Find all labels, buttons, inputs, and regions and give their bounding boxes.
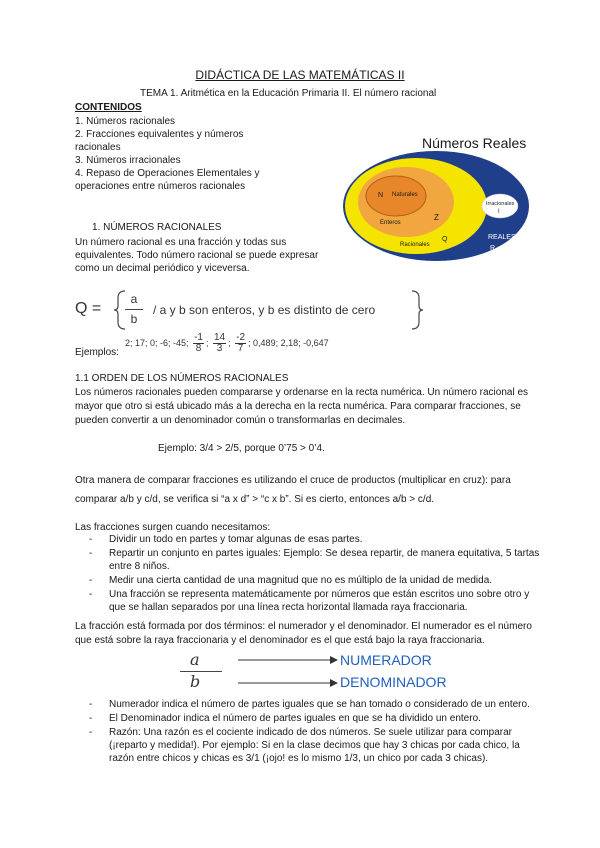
formula-lhs: Q = <box>75 300 102 317</box>
arrow-right-icon <box>238 679 338 687</box>
document-subtitle: TEMA 1. Aritmética en la Educación Primaria II. El número racional <box>140 88 437 99</box>
fraction-numerator: -2 <box>236 332 246 343</box>
body-line: Un número racional es una fracción y todas sus <box>75 237 287 248</box>
arise-list <box>75 533 540 615</box>
contents-item: 4. Repaso de Operaciones Elementales y <box>75 168 260 179</box>
list-item-text: Razón: Una razón es el cociente indicado de dos números. Se suele utilizar para comparar (¡reparto y medida!). Por ejemplo: Si en la clase decimos que hay 3 chicas por cada chico, la razón entre chicos y chicas es 3/1 (¡ojo! es lo mismo 1/3, un chico por cada 3 chicas). <box>109 727 520 764</box>
list-item-text: Dividir un todo en partes y tomar algunas de esas partes. <box>109 534 363 545</box>
venn-label: Racionales <box>400 242 430 248</box>
venn-label: N <box>378 192 384 199</box>
comparison-example: Ejemplo: 3/4 > 2/5, porque 0’75 > 0’4. <box>158 443 325 454</box>
body-line: como un decimal periódico y viceversa. <box>75 263 250 274</box>
list-item <box>75 726 540 765</box>
fraction-denominator: 7 <box>237 343 244 354</box>
section-heading: 1. NÚMEROS RACIONALES <box>92 222 222 233</box>
dash-bullet: - <box>89 727 93 738</box>
dash-bullet: - <box>89 548 93 559</box>
dash-bullet: - <box>89 589 93 600</box>
fraction-numerator: 14 <box>213 332 226 343</box>
contents-item: operaciones entre números racionales <box>75 181 246 192</box>
examples-tail: 0,489; 2,18; -0,647 <box>253 337 329 348</box>
dash-bullet: - <box>89 699 93 710</box>
diagram-fraction-bar <box>180 671 222 672</box>
body-paragraph: Los números racionales pueden compararse y ordenarse en la recta numérica. Un número racional es mayor que otro si está ubicado más a la derecha en la recta numérica. Para comparar fracciones, se pueden convertir a un denominador común o transformarlas en decimales. <box>75 387 529 426</box>
fraction-denominator: 8 <box>195 343 202 354</box>
rational-set-formula <box>75 290 425 330</box>
examples-plain: 2; 17; 0; -6; -45; <box>125 337 189 348</box>
formula-condition: / a y b son enteros, y b es distinto de cero <box>153 303 376 317</box>
venn-label: I <box>498 209 500 215</box>
section-heading: 1.1 ORDEN DE LOS NÚMEROS RACIONALES <box>75 373 289 384</box>
denominador-label: DENOMINADOR <box>340 674 447 690</box>
body-line: equivalentes. Todo número racional se puede expresar <box>75 250 319 261</box>
list-item <box>75 547 540 573</box>
list-item-text: Medir una cierta cantidad de una magnitud que no es múltiplo de la unidad de medida. <box>109 575 493 586</box>
venn-title: Números Reales <box>422 135 527 151</box>
list-item <box>75 712 540 725</box>
fraction-denominator: 3 <box>216 343 223 354</box>
list-item <box>75 698 540 711</box>
body-paragraph: Otra manera de comparar fracciones es utilizando el cruce de productos (multiplicar en cruz): para comparar a/b y c/d, se verifica si “a x d” > “c x b”. Si es cierto, entonces a/b > c/d. <box>75 475 511 505</box>
list-item <box>75 533 540 546</box>
venn-label: Enteros <box>380 220 401 226</box>
left-brace-icon <box>113 290 127 330</box>
examples-row: 2; 17; 0; -6; -45; $\frac{-1}{8}$ ; $\frac{14}{3}$ ; $\frac{-2}{7}$ ; 0,489; 2,18; -0,647 <box>125 332 329 354</box>
contents-item: 2. Fracciones equivalentes y números <box>75 129 244 140</box>
list-item <box>75 588 540 614</box>
diagram-b: b <box>190 672 201 691</box>
real-numbers-venn-diagram <box>340 124 532 264</box>
contents-item: 3. Números irracionales <box>75 155 181 166</box>
fraction-terms-diagram <box>180 652 480 694</box>
venn-label: Q <box>442 236 448 243</box>
list-item-text: Repartir un conjunto en partes iguales: Ejemplo: Se desea repartir, de manera equitativa, 5 tartas entre 8 niños. <box>109 548 540 572</box>
venn-label: REALES <box>488 234 516 241</box>
venn-label: Z <box>434 213 439 222</box>
diagram-a: a <box>190 650 200 669</box>
list-intro: Las fracciones surgen cuando necesitamos: <box>75 522 271 533</box>
document-title: DIDÁCTICA DE LAS MATEMÁTICAS II <box>195 68 405 82</box>
dash-bullet: - <box>89 713 93 724</box>
dash-bullet: - <box>89 534 93 545</box>
example-fraction <box>213 333 226 354</box>
right-brace-icon <box>410 290 424 330</box>
formula-numerator: a <box>130 292 138 306</box>
list-item-text: Una fracción se representa matemáticamente por números que están escritos uno sobre otro y que se hallan separados por una línea recta horizontal llamada raya fraccionaria. <box>109 589 530 613</box>
venn-label: Naturales <box>392 192 418 198</box>
examples-label: Ejemplos: <box>75 347 119 358</box>
contents-heading: CONTENIDOS <box>75 102 142 113</box>
list-item-text: El Denominador indica el número de partes iguales en que se ha dividido un entero. <box>109 713 481 724</box>
formula-fraction-bar <box>125 309 143 310</box>
numerador-label: NUMERADOR <box>340 652 432 668</box>
example-fraction <box>235 333 246 354</box>
contents-item: 1. Números racionales <box>75 116 176 127</box>
arrow-right-icon <box>238 656 338 664</box>
list-item-text: Numerador indica el número de partes iguales que se han tomado o considerado de un entero. <box>109 699 530 710</box>
venn-label: R <box>490 245 496 252</box>
example-fraction <box>193 333 204 354</box>
dash-bullet: - <box>89 575 93 586</box>
formula-denominator: b <box>130 312 138 326</box>
fraction-numerator: -1 <box>194 332 203 343</box>
venn-label: Irracionales <box>486 201 515 207</box>
terms-list <box>75 698 540 766</box>
body-paragraph: La fracción está formada por dos términos: el numerador y el denominador. El numerador es el número que está sobre la raya fraccionaria y el denominador es el que está bajo la raya fraccionaria. <box>75 621 532 646</box>
list-item <box>75 574 540 587</box>
contents-item: racionales <box>75 142 121 153</box>
